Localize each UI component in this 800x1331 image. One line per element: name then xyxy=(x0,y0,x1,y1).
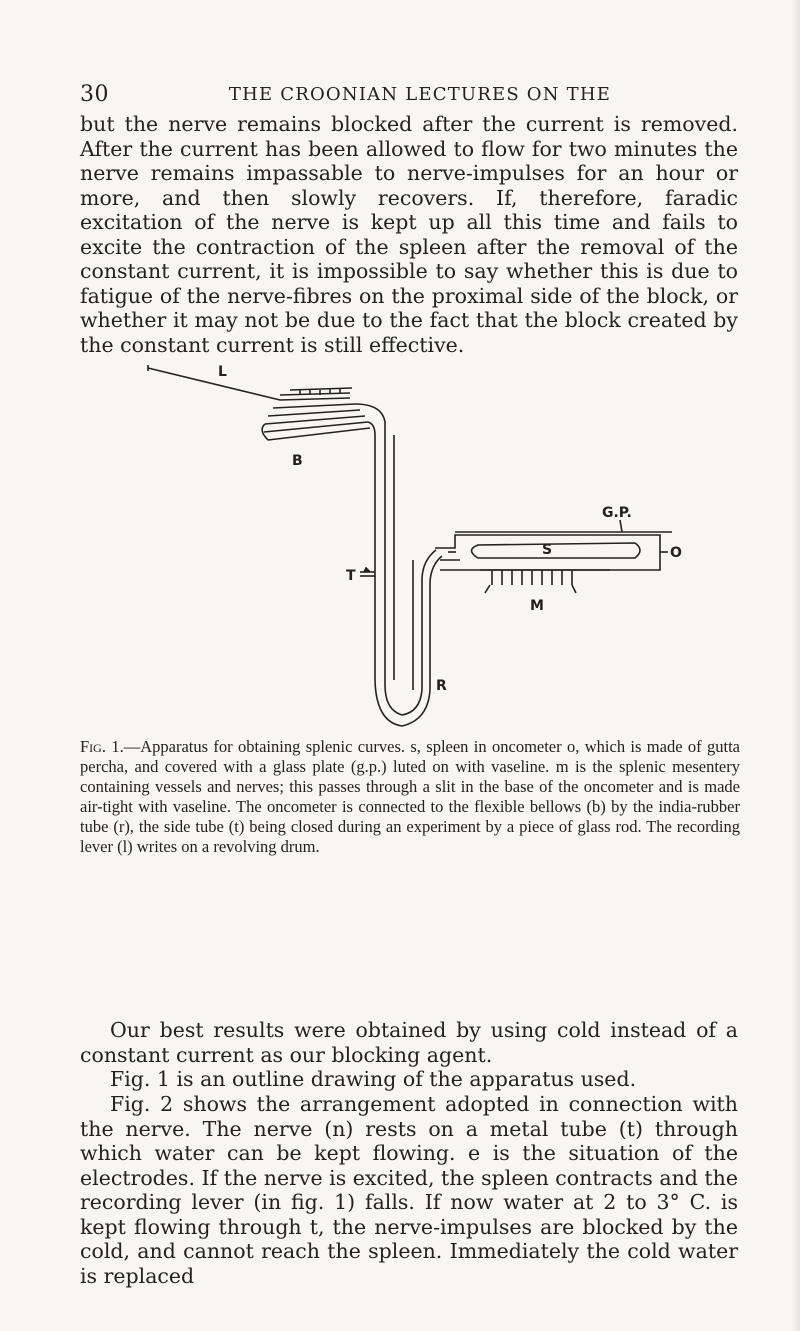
glass-plate xyxy=(455,520,672,532)
label-gp: G.P. xyxy=(602,505,632,521)
running-head: THE CROONIAN LECTURES ON THE xyxy=(228,84,612,105)
label-m: M xyxy=(530,598,544,614)
label-l: L xyxy=(218,364,227,380)
spleen xyxy=(472,543,641,558)
label-r: R xyxy=(436,678,447,694)
caption-lead: Fig. 1. xyxy=(80,737,124,756)
page-number: 30 xyxy=(80,82,109,107)
paragraph-2: Our best results were obtained by using cold instead of a constant current as our blocking agent. xyxy=(80,1018,738,1067)
paragraph-4: Fig. 2 shows the arrangement adopted in connection with the nerve. The nerve (n) rests on a metal tube (t) through which water can be kept flowing. e is the situation of the electrodes. If the nerve is excited, the spleen contracts and the recording lever (in fig. 1) falls. If now water at 2 to 3° C. is kept flowing through t, the nerve-impulses are blocked by the cold, and cannot reach the spleen. Immediately the cold water is replaced xyxy=(80,1092,738,1288)
figure-1-caption xyxy=(80,737,740,857)
figure-1-apparatus xyxy=(140,360,700,730)
rubber-tube xyxy=(355,404,442,726)
label-o: O xyxy=(670,545,682,561)
side-tube xyxy=(360,568,375,576)
label-s: S xyxy=(542,542,553,558)
label-b: B xyxy=(292,453,303,469)
apparatus-diagram xyxy=(140,360,700,730)
paragraph-1: but the nerve remains blocked after the current is removed. After the current has been allowed to flow for two minutes the nerve remains impassable to nerve-impulses for an hour or more, and then slowly recovers. If, therefore, faradic excitation of the nerve is kept up all this time and fails to excite the contraction of the spleen after the removal of the constant current, it is impossible to say whether this is due to fatigue of the nerve-fibres on the proximal side of the block, or whether it may not be due to the fact that the block created by the constant current is still effective. xyxy=(80,112,738,357)
mesentery xyxy=(480,570,610,593)
recording-lever xyxy=(148,368,280,400)
bellows xyxy=(262,388,370,440)
page-edge-shadow xyxy=(792,0,800,1331)
label-t: T xyxy=(346,568,356,584)
paragraph-3: Fig. 1 is an outline drawing of the apparatus used. xyxy=(110,1067,637,1091)
caption-text: —Apparatus for obtaining splenic curves. s, spleen in oncometer o, which is made of gutta percha, and covered with a glass plate (g.p.) luted on with vaseline. m is the splenic mesentery containing vessels and nerves; this passes through a slit in the base of the oncometer and is made air-tight with vaseline. The oncometer is connected to the flexible bellows (b) by the india-rubber tube (r), the side tube (t) being closed during an experiment by a piece of glass rod. The recording lever (l) writes on a revolving drum. xyxy=(80,737,741,856)
